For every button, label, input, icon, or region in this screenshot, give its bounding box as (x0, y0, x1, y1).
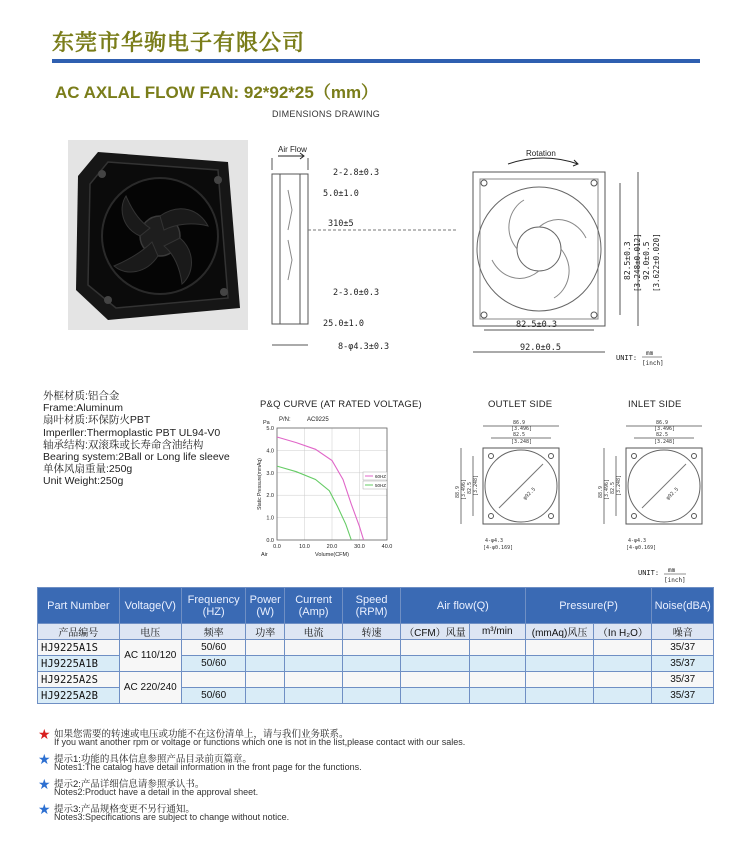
dim-label: 4-φ4.3 (628, 538, 647, 544)
series-line (277, 466, 351, 540)
voltage-cell: AC 220/240 (119, 672, 181, 704)
blue-star-icon: ★ (38, 776, 51, 792)
series-line (277, 437, 364, 540)
header-air-flow: Air flow(Q) (401, 588, 526, 624)
spec-line: Bearing system:2Ball or Long life sleeve (43, 451, 230, 464)
y-axis-name: Pa (263, 420, 270, 426)
title-divider (52, 59, 700, 63)
frequency-cell (181, 672, 245, 688)
spec-table (37, 587, 714, 704)
note-en: If you want another rpm or voltage or functions which one is not in the list,please contact with our sales. (54, 737, 466, 747)
inlet-side-label: INLET SIDE (628, 399, 682, 410)
spec-line: 单体风扇重量:250g (43, 463, 133, 476)
y-tick-label: 1.0 (266, 515, 274, 522)
note-en: Notes2:Product have a detail in the approval sheet. (54, 787, 259, 797)
pq-chart (245, 408, 405, 560)
part-number-cell: HJ9225A2B (38, 688, 120, 704)
unit-label: UNIT: (638, 569, 660, 577)
legend-label: 60HZ (375, 474, 387, 479)
subheader: 电压 (119, 624, 181, 640)
header-noise: Noise(dBA) (652, 588, 714, 624)
note-cn: 提示1:功能的具体信息参照产品目录前页篇章。 (54, 754, 252, 765)
dim-label: 92.0±0.5 (520, 343, 561, 353)
dim-label: φ92.5 (522, 486, 538, 502)
dim-label: [4-φ0.169] (483, 545, 514, 551)
spec-line: 扇叶材质:环保防火PBT (43, 414, 151, 427)
dim-label: [3.248] (654, 439, 676, 445)
header-part-number: Part Number (38, 588, 120, 624)
dim-label: 82.5 (513, 432, 526, 438)
subheader: （CFM）风量 (401, 624, 470, 640)
pq-curve-label: P&Q CURVE (AT RATED VOLTAGE) (260, 399, 422, 410)
y-tick-label: 5.0 (266, 426, 274, 432)
spec-line: 轴承结构:双滚珠或长寿命含油结构 (43, 438, 204, 451)
spec-list (43, 390, 230, 488)
dim-label: [3.496] (654, 426, 676, 432)
outlet-side-drawing (455, 420, 570, 555)
dim-label: [3.248] (511, 439, 533, 445)
unit-mm: mm (646, 350, 654, 357)
dim-label: 5.0±1.0 (323, 189, 359, 199)
y-axis-label: Static Pressure(mmAq) (257, 458, 263, 510)
frequency-cell: 50/60 (181, 640, 245, 656)
subheader: 功率 (246, 624, 285, 640)
header-speed: Speed (RPM) (343, 588, 401, 624)
x-tick-label: 20.0 (326, 544, 338, 550)
y-tick-label: 0.0 (266, 538, 274, 544)
dim-label: 82.5 (467, 481, 473, 494)
unit-label: UNIT: (616, 354, 638, 362)
subheader: 频率 (181, 624, 245, 640)
header-voltage: Voltage(V) (119, 588, 181, 624)
dim-label: 92.0±0.5 (642, 241, 651, 280)
dimensions-drawing (258, 130, 698, 370)
spec-line: Unit Weight:250g (43, 475, 124, 488)
unit-legend (638, 566, 698, 586)
dim-label: 310±5 (328, 219, 354, 229)
blue-star-icon: ★ (38, 751, 51, 767)
pn-label: P/N: (279, 417, 291, 423)
subheader: 噪音 (652, 624, 714, 640)
x-axis-name: Air (261, 552, 268, 558)
dim-label: 88.9 (455, 485, 461, 498)
frequency-cell: 50/60 (181, 688, 245, 704)
header-frequency: Frequency (HZ) (181, 588, 245, 624)
pn-value: AC9225 (307, 417, 329, 423)
unit-inch: [inch] (642, 360, 664, 367)
y-tick-label: 3.0 (266, 470, 274, 477)
dim-label: 82.5 (656, 432, 669, 438)
rotation-label: Rotation (526, 149, 556, 158)
dim-label: 82.5±0.3 (623, 241, 632, 280)
note-cn: 提示2:产品详细信息请参照承认书。 (54, 779, 205, 790)
frequency-cell: 50/60 (181, 656, 245, 672)
x-axis-label: Volume(CFM) (315, 552, 349, 558)
dim-label: φ92.5 (665, 486, 681, 502)
dim-label: 86.9 (656, 420, 669, 426)
dim-label: [3.248±0.012] (633, 233, 642, 292)
subheader: 产品编号 (38, 624, 120, 640)
fan-photo (68, 140, 248, 330)
note-cn: 如果您需要的转速或电压或功能不在这份清单上，请与我们业务联系。 (54, 729, 349, 740)
dim-label: 88.9 (598, 485, 604, 498)
header-pressure: Pressure(P) (525, 588, 652, 624)
dim-label: 82.5 (610, 481, 616, 494)
dim-label: 25.0±1.0 (323, 319, 364, 329)
spec-line: Imperller:Thermoplastic PBT UL94-V0 (43, 426, 221, 439)
part-number-cell: HJ9225A2S (38, 672, 120, 688)
product-title: AC AXLAL FLOW FAN: 92*92*25（mm） (55, 83, 379, 102)
x-tick-label: 30.0 (354, 544, 365, 550)
subheader: m³/min (469, 624, 525, 640)
unit-inch: [inch] (664, 577, 686, 584)
subheader: (mmAq)风压 (525, 624, 594, 640)
note-en: Notes1:The catalog have detail information in the front page for the functions. (54, 762, 362, 772)
noise-cell: 35/37 (652, 656, 714, 672)
note-en: Notes3:Specifications are subject to change without notice. (54, 812, 290, 822)
x-tick-label: 10.0 (299, 544, 310, 550)
noise-cell: 35/37 (652, 672, 714, 688)
inlet-side-drawing (598, 420, 713, 555)
dim-label: 2-2.8±0.3 (333, 168, 380, 178)
company-name: 东莞市华驹电子有限公司 (52, 30, 306, 56)
dim-label: 82.5±0.3 (516, 320, 557, 330)
dimensions-caption: DIMENSIONS DRAWING (272, 109, 381, 119)
dim-label: 86.9 (513, 420, 526, 426)
table-row (38, 640, 714, 656)
header-current: Current (Amp) (285, 588, 343, 624)
noise-cell: 35/37 (652, 640, 714, 656)
spec-line: 外框材质:铝合金 (43, 390, 120, 402)
dim-label: [3.496] (604, 478, 610, 500)
noise-cell: 35/37 (652, 688, 714, 704)
dim-label: [3.248] (616, 474, 622, 496)
voltage-cell: AC 110/120 (119, 640, 181, 672)
x-tick-label: 0.0 (273, 544, 281, 550)
outlet-side-label: OUTLET SIDE (488, 399, 553, 410)
note-cn: 提示3:产品规格变更不另行通知。 (54, 804, 195, 815)
x-tick-label: 40.0 (381, 544, 393, 550)
subheader: 电流 (285, 624, 343, 640)
part-number-cell: HJ9225A1B (38, 656, 120, 672)
dim-label: [3.248] (473, 474, 479, 496)
header-power: Power (W) (246, 588, 285, 624)
air-flow-label: Air Flow (278, 145, 307, 154)
y-tick-label: 4.0 (266, 448, 274, 455)
spec-line: Frame:Aluminum (43, 402, 123, 415)
legend-label: 50HZ (375, 483, 387, 488)
table-row (38, 672, 714, 688)
blue-star-icon: ★ (38, 801, 51, 817)
dim-label: [3.496] (461, 478, 467, 500)
dim-label: [4-φ0.169] (626, 545, 657, 551)
red-star-icon: ★ (38, 726, 51, 742)
dim-label: [3.622±0.020] (652, 233, 661, 292)
dim-label: 2-3.0±0.3 (333, 288, 380, 298)
dim-label: [3.496] (511, 426, 533, 432)
y-tick-label: 2.0 (266, 493, 274, 500)
part-number-cell: HJ9225A1S (38, 640, 120, 656)
subheader: 转速 (343, 624, 401, 640)
subheader: （In H₂O） (594, 624, 652, 640)
dim-label: 4-φ4.3 (485, 538, 504, 544)
dim-label: 8-φ4.3±0.3 (338, 342, 390, 352)
unit-mm: mm (668, 567, 676, 574)
